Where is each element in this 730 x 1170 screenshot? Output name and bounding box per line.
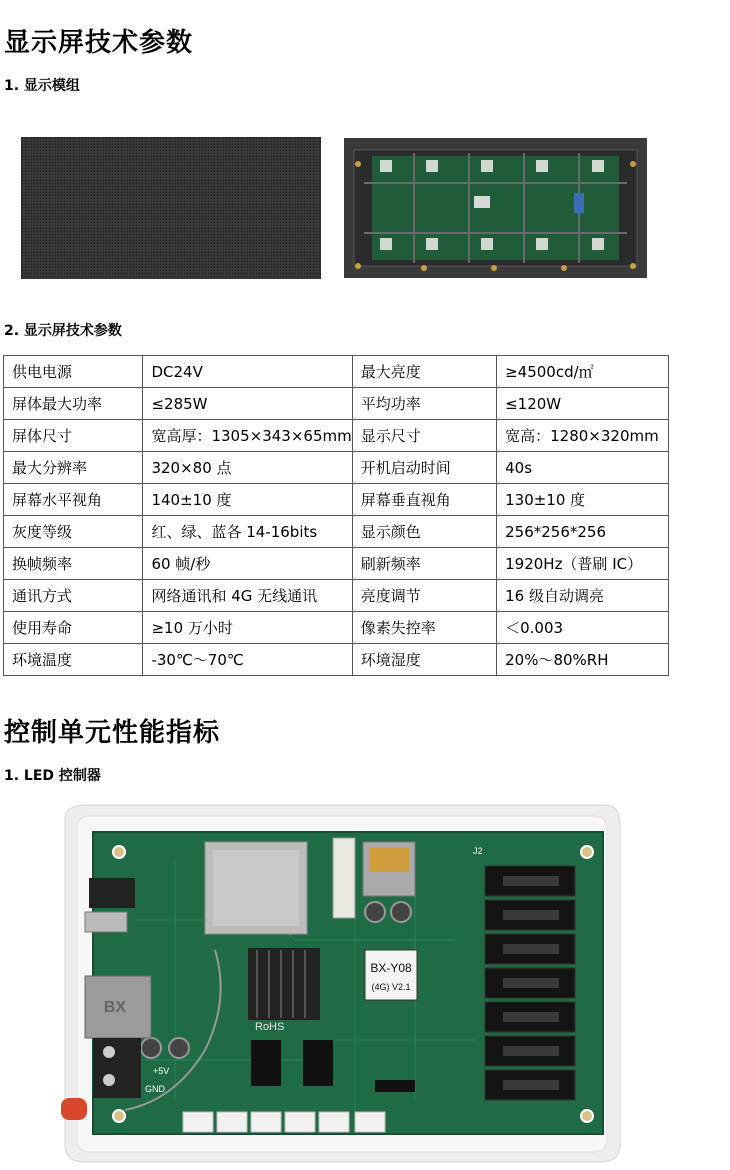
subsection-display-module: 1. 显示模组	[4, 78, 80, 94]
spec-value-cell: 320×80 点	[143, 452, 352, 484]
spec-label-cell: 开机启动时间	[352, 452, 496, 484]
spec-row	[4, 420, 669, 452]
section-title-display: 显示屏技术参数	[4, 28, 194, 58]
spec-label-cell: 屏体尺寸	[4, 420, 143, 452]
subsection-display-specs: 2. 显示屏技术参数	[4, 323, 122, 339]
spec-value-cell: 20%～80%RH	[497, 644, 669, 676]
spec-row	[4, 548, 669, 580]
spec-label-cell: 亮度调节	[352, 580, 496, 612]
spec-value-cell: 256*256*256	[497, 516, 669, 548]
j2-label: J2	[473, 846, 483, 856]
spec-value-cell: 40s	[497, 452, 669, 484]
spec-label-cell: 供电电源	[4, 356, 143, 388]
spec-value-cell: 红、绿、蓝各 14-16bits	[143, 516, 352, 548]
display-spec-table	[3, 355, 669, 676]
spec-row	[4, 452, 669, 484]
spec-label-cell: 使用寿命	[4, 612, 143, 644]
spec-label-cell: 最大分辨率	[4, 452, 143, 484]
subsection-led-controller: 1. LED 控制器	[4, 768, 101, 784]
spec-label-cell: 灰度等级	[4, 516, 143, 548]
section-title-controller: 控制单元性能指标	[4, 718, 221, 748]
spec-label-cell: 最大亮度	[352, 356, 496, 388]
led-controller-board-image	[55, 800, 625, 1170]
board-model-label: BX-Y08	[370, 961, 412, 975]
spec-label-cell: 显示尺寸	[352, 420, 496, 452]
spec-row	[4, 516, 669, 548]
spec-label-cell: 环境温度	[4, 644, 143, 676]
spec-value-cell: 60 帧/秒	[143, 548, 352, 580]
gnd-label: GND	[145, 1084, 165, 1094]
spec-row	[4, 612, 669, 644]
spec-value-cell: 宽高厚：1305×343×65mm	[143, 420, 352, 452]
spec-row	[4, 388, 669, 420]
spec-label-cell: 屏体最大功率	[4, 388, 143, 420]
spec-label-cell: 像素失控率	[352, 612, 496, 644]
spec-value-cell: ≤120W	[497, 388, 669, 420]
spec-value-cell: ≥10 万小时	[143, 612, 352, 644]
spec-row	[4, 484, 669, 516]
spec-label-cell: 环境湿度	[352, 644, 496, 676]
spec-label-cell: 平均功率	[352, 388, 496, 420]
5v-label: +5V	[153, 1066, 170, 1076]
spec-value-cell: 140±10 度	[143, 484, 352, 516]
board-version-label: (4G) V2.1	[371, 982, 411, 992]
spec-value-cell: 宽高：1280×320mm	[497, 420, 669, 452]
spec-value-cell: ≤285W	[143, 388, 352, 420]
spec-value-cell: ＜0.003	[497, 612, 669, 644]
spec-value-cell: 130±10 度	[497, 484, 669, 516]
led-module-back-image	[344, 138, 647, 278]
spec-label-cell: 屏幕垂直视角	[352, 484, 496, 516]
spec-row	[4, 356, 669, 388]
spec-value-cell: DC24V	[143, 356, 352, 388]
spec-row	[4, 580, 669, 612]
spec-value-cell: 16 级自动调亮	[497, 580, 669, 612]
led-module-front-image	[21, 137, 321, 279]
spec-row	[4, 644, 669, 676]
spec-label-cell: 换帧频率	[4, 548, 143, 580]
spec-value-cell: 1920Hz（普刷 IC）	[497, 548, 669, 580]
spec-label-cell: 屏幕水平视角	[4, 484, 143, 516]
spec-label-cell: 刷新频率	[352, 548, 496, 580]
brand-logo-label: BX	[103, 999, 127, 1016]
rohs-label: RoHS	[255, 1021, 285, 1033]
spec-value-cell: ≥4500cd/㎡	[497, 356, 669, 388]
spec-label-cell: 显示颜色	[352, 516, 496, 548]
spec-value-cell: 网络通讯和 4G 无线通讯	[143, 580, 352, 612]
spec-value-cell: -30℃～70℃	[143, 644, 352, 676]
spec-label-cell: 通讯方式	[4, 580, 143, 612]
